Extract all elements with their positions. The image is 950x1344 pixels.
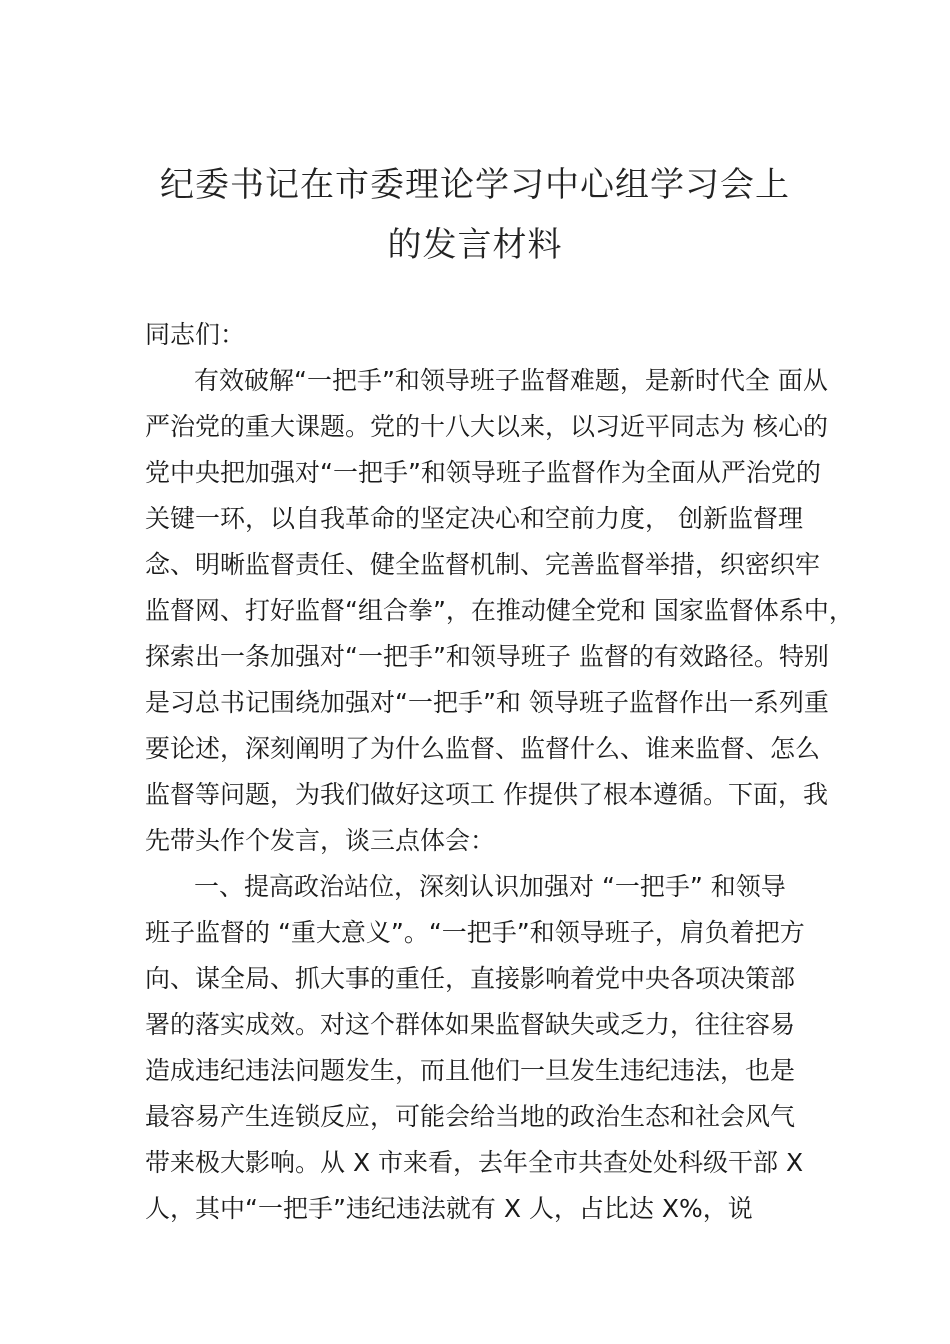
body-line: 有效破解“一把手”和领导班子监督难题，是新时代全 面从: [194, 366, 828, 395]
body-line: 监督等问题，为我们做好这项工 作提供了根本遵循。下面，我: [145, 780, 828, 809]
body-line: 关键一环，以自我革命的坚定决心和空前力度， 创新监督理: [145, 504, 803, 533]
body-line: 班子监督的 “重大意义”。“一把手”和领导班子，肩负着把方: [145, 918, 805, 947]
body-line: 要论述，深刻阐明了为什么监督、监督什么、谁来监督、怎么: [145, 734, 821, 763]
document-title-line-1: 纪委书记在市委理论学习中心组学习会上: [160, 165, 790, 205]
body-line: 念、明晰监督责任、健全监督机制、完善监督举措，织密织牢: [145, 550, 821, 579]
document-title-line-2: 的发言材料: [387, 225, 563, 265]
body-line: 探索出一条加强对“一把手”和领导班子 监督的有效路径。特别: [145, 642, 829, 671]
body-line: 署的落实成效。对这个群体如果监督缺失或乏力，往往容易: [145, 1010, 796, 1039]
body-line: 严治党的重大课题。党的十八大以来，以习近平同志为 核心的: [145, 412, 828, 441]
body-line: 先带头作个发言，谈三点体会：: [145, 826, 496, 855]
section-heading-line: 一、提高政治站位，深刻认识加强对 “一把手” 和领导: [194, 872, 786, 901]
body-line: 造成违纪违法问题发生，而且他们一旦发生违纪违法，也是: [145, 1056, 796, 1085]
body-line: 党中央把加强对“一把手”和领导班子监督作为全面从严治党的: [145, 458, 821, 487]
body-line: 最容易产生连锁反应，可能会给当地的政治生态和社会风气: [145, 1102, 796, 1131]
body-line: 监督网、打好监督“组合拳”，在推动健全党和 国家监督体系中，: [145, 596, 854, 625]
body-line: 是习总书记围绕加强对“一把手”和 领导班子监督作出一系列重: [145, 688, 829, 717]
body-line: 向、谋全局、抓大事的重任，直接影响着党中央各项决策部: [145, 964, 796, 993]
body-line: 带来极大影响。从 X 市来看，去年全市共查处处科级干部 X: [145, 1148, 804, 1177]
body-line: 人，其中“一把手”违纪违法就有 X 人，占比达 X%，说: [145, 1194, 753, 1223]
salutation: 同志们：: [145, 320, 246, 349]
